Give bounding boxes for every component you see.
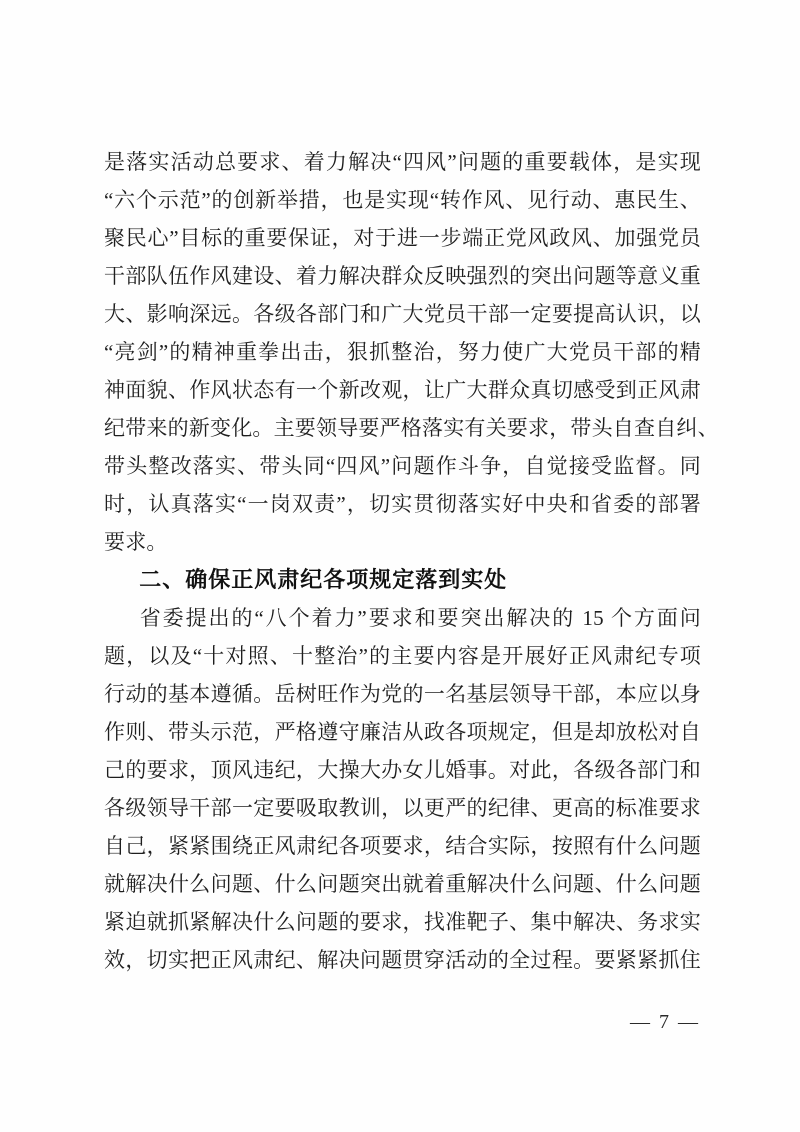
text-line: 聚民心”目标的重要保证，对于进一步端正党风政风、加强党员	[104, 226, 701, 250]
text-line: 各级领导干部一定要吸取教训，以更严的纪律、更高的标准要求	[104, 796, 701, 820]
text-line: 纪带来的新变化。主要领导要严格落实有关要求，带头自查自纠、	[104, 416, 719, 440]
text-line: 带头整改落实、带头同“四风”问题作斗争，自觉接受监督。同	[104, 454, 701, 478]
text-line: 就解决什么问题、什么问题突出就着重解决什么问题、什么问题	[104, 872, 701, 896]
document-body	[104, 143, 719, 979]
text-line: 效，切实把正风肃纪、解决问题贯穿活动的全过程。要紧紧抓住	[104, 948, 701, 972]
text-line: 自己，紧紧围绕正风肃纪各项要求，结合实际，按照有什么问题	[104, 834, 701, 858]
text-line: 己的要求，顶风违纪，大操大办女儿婚事。对此，各级各部门和	[104, 758, 701, 782]
text-line: 题，以及“十对照、十整治”的主要内容是开展好正风肃纪专项	[104, 644, 701, 668]
text-line-paragraph-end: 要求。	[104, 530, 168, 554]
text-line: 神面貌、作风状态有一个新改观，让广大群众真切感受到正风肃	[104, 378, 701, 402]
text-line-paragraph-start: 省委提出的“八个着力”要求和要突出解决的 15 个方面问	[139, 606, 701, 630]
text-line: 行动的基本遵循。岳树旺作为党的一名基层领导干部，本应以身	[104, 682, 701, 706]
text-line: 时，认真落实“一岗双责”，切实贯彻落实好中央和省委的部署	[104, 492, 701, 516]
text-line: 干部队伍作风建设、着力解决群众反映强烈的突出问题等意义重	[104, 264, 701, 288]
section-heading: 二、确保正风肃纪各项规定落到实处	[139, 567, 508, 592]
text-line: 大、影响深远。各级各部门和广大党员干部一定要提高认识，以	[104, 302, 701, 326]
page-number: — 7 —	[630, 1011, 700, 1033]
text-line: “六个示范”的创新举措，也是实现“转作风、见行动、惠民生、	[104, 188, 701, 212]
text-line: 是落实活动总要求、着力解决“四风”问题的重要载体，是实现	[104, 150, 701, 174]
text-line: 作则、带头示范，严格遵守廉洁从政各项规定，但是却放松对自	[104, 720, 701, 744]
text-line: “亮剑”的精神重拳出击，狠抓整治，努力使广大党员干部的精	[104, 340, 701, 364]
text-line: 紧迫就抓紧解决什么问题的要求，找准靶子、集中解决、务求实	[104, 910, 701, 934]
